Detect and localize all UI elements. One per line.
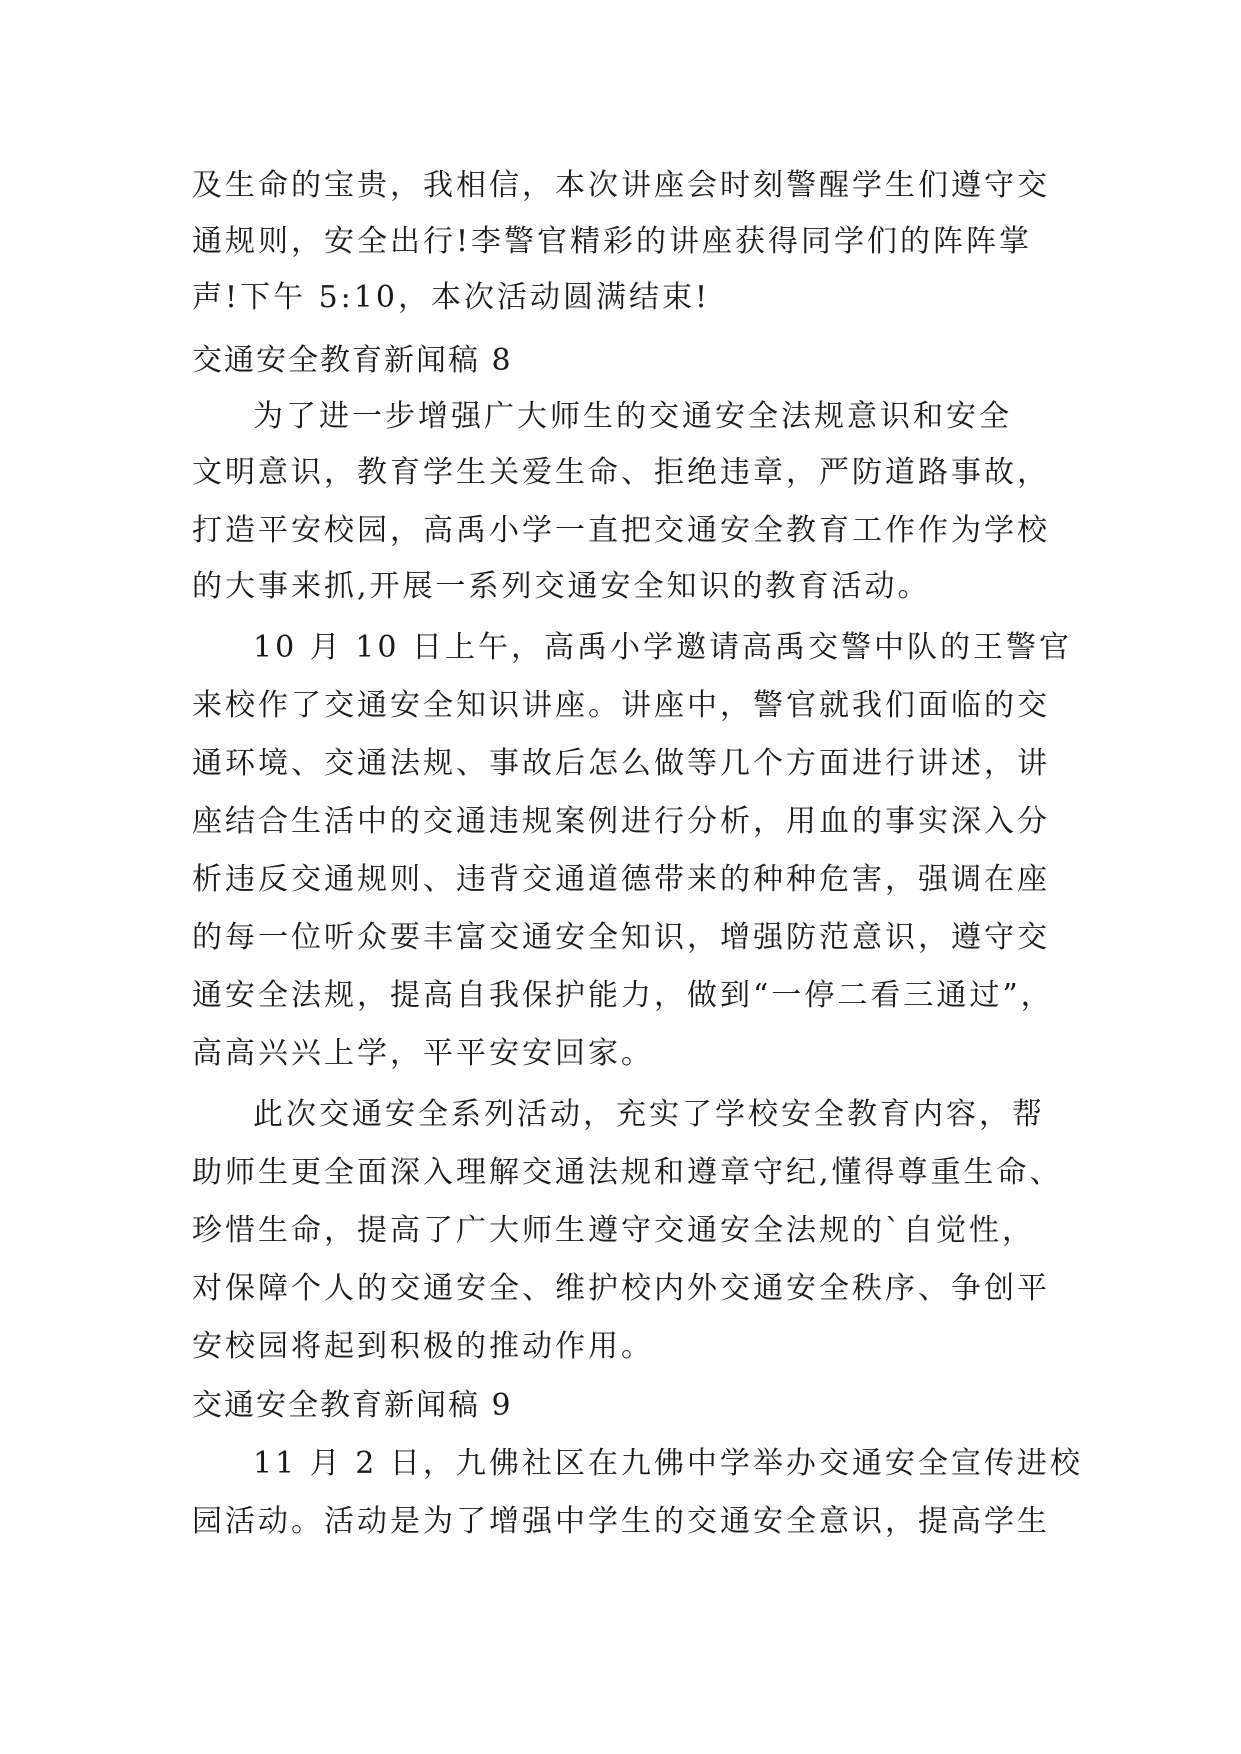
body-text-line: 安校园将起到积极的推动作用。 — [192, 1329, 654, 1364]
body-text-line: 对保障个人的交通安全、维护校内外交通安全秩序、争创平 — [192, 1271, 1050, 1306]
body-text-line: 通安全法规，提高自我保护能力，做到“一停二看三通过”， — [192, 978, 1054, 1013]
body-text-line: 声!下午 5:10，本次活动圆满结束! — [192, 280, 711, 315]
body-text-line: 及生命的宝贵，我相信，本次讲座会时刻警醒学生们遵守交 — [192, 168, 1050, 203]
body-text-line: 珍惜生命，提高了广大师生遵守交通安全法规的`自觉性， — [192, 1213, 1035, 1248]
body-text-line: 高高兴兴上学，平平安安回家。 — [192, 1036, 654, 1071]
body-text-line: 通规则，安全出行!李警官精彩的讲座获得同学们的阵阵掌 — [192, 224, 1033, 259]
section-heading-8: 交通安全教育新闻稿 8 — [192, 343, 513, 378]
body-text-line: 来校作了交通安全知识讲座。讲座中，警官就我们面临的交 — [192, 688, 1050, 723]
body-text-line: 析违反交通规则、违背交通道德带来的种种危害，强调在座 — [192, 862, 1050, 897]
body-text-line: 文明意识，教育学生关爱生命、拒绝违章，严防道路事故， — [192, 455, 1050, 490]
body-text-line: 的大事来抓,开展一系列交通安全知识的教育活动。 — [192, 569, 931, 604]
body-text-line: 座结合生活中的交通违规案例进行分析，用血的事实深入分 — [192, 804, 1050, 839]
body-text-line: 10 月 10 日上午，高禹小学邀请高禹交警中队的王警官 — [253, 630, 1072, 665]
body-text-line: 11 月 2 日，九佛社区在九佛中学举办交通安全宣传进校 — [253, 1446, 1083, 1481]
section-heading-9: 交通安全教育新闻稿 9 — [192, 1388, 513, 1423]
body-text-line: 助师生更全面深入理解交通法规和遵章守纪,懂得尊重生命、 — [192, 1155, 1063, 1190]
body-text-line: 的每一位听众要丰富交通安全知识，增强防范意识，遵守交 — [192, 920, 1050, 955]
body-text-line: 为了进一步增强广大师生的交通安全法规意识和安全 — [253, 399, 1012, 434]
body-text-line: 此次交通安全系列活动，充实了学校安全教育内容，帮 — [253, 1097, 1045, 1132]
body-text-line: 通环境、交通法规、事故后怎么做等几个方面进行讲述，讲 — [192, 746, 1050, 781]
body-text-line: 打造平安校园，高禹小学一直把交通安全教育工作作为学校 — [192, 513, 1050, 548]
body-text-line: 园活动。活动是为了增强中学生的交通安全意识，提高学生 — [192, 1504, 1050, 1539]
